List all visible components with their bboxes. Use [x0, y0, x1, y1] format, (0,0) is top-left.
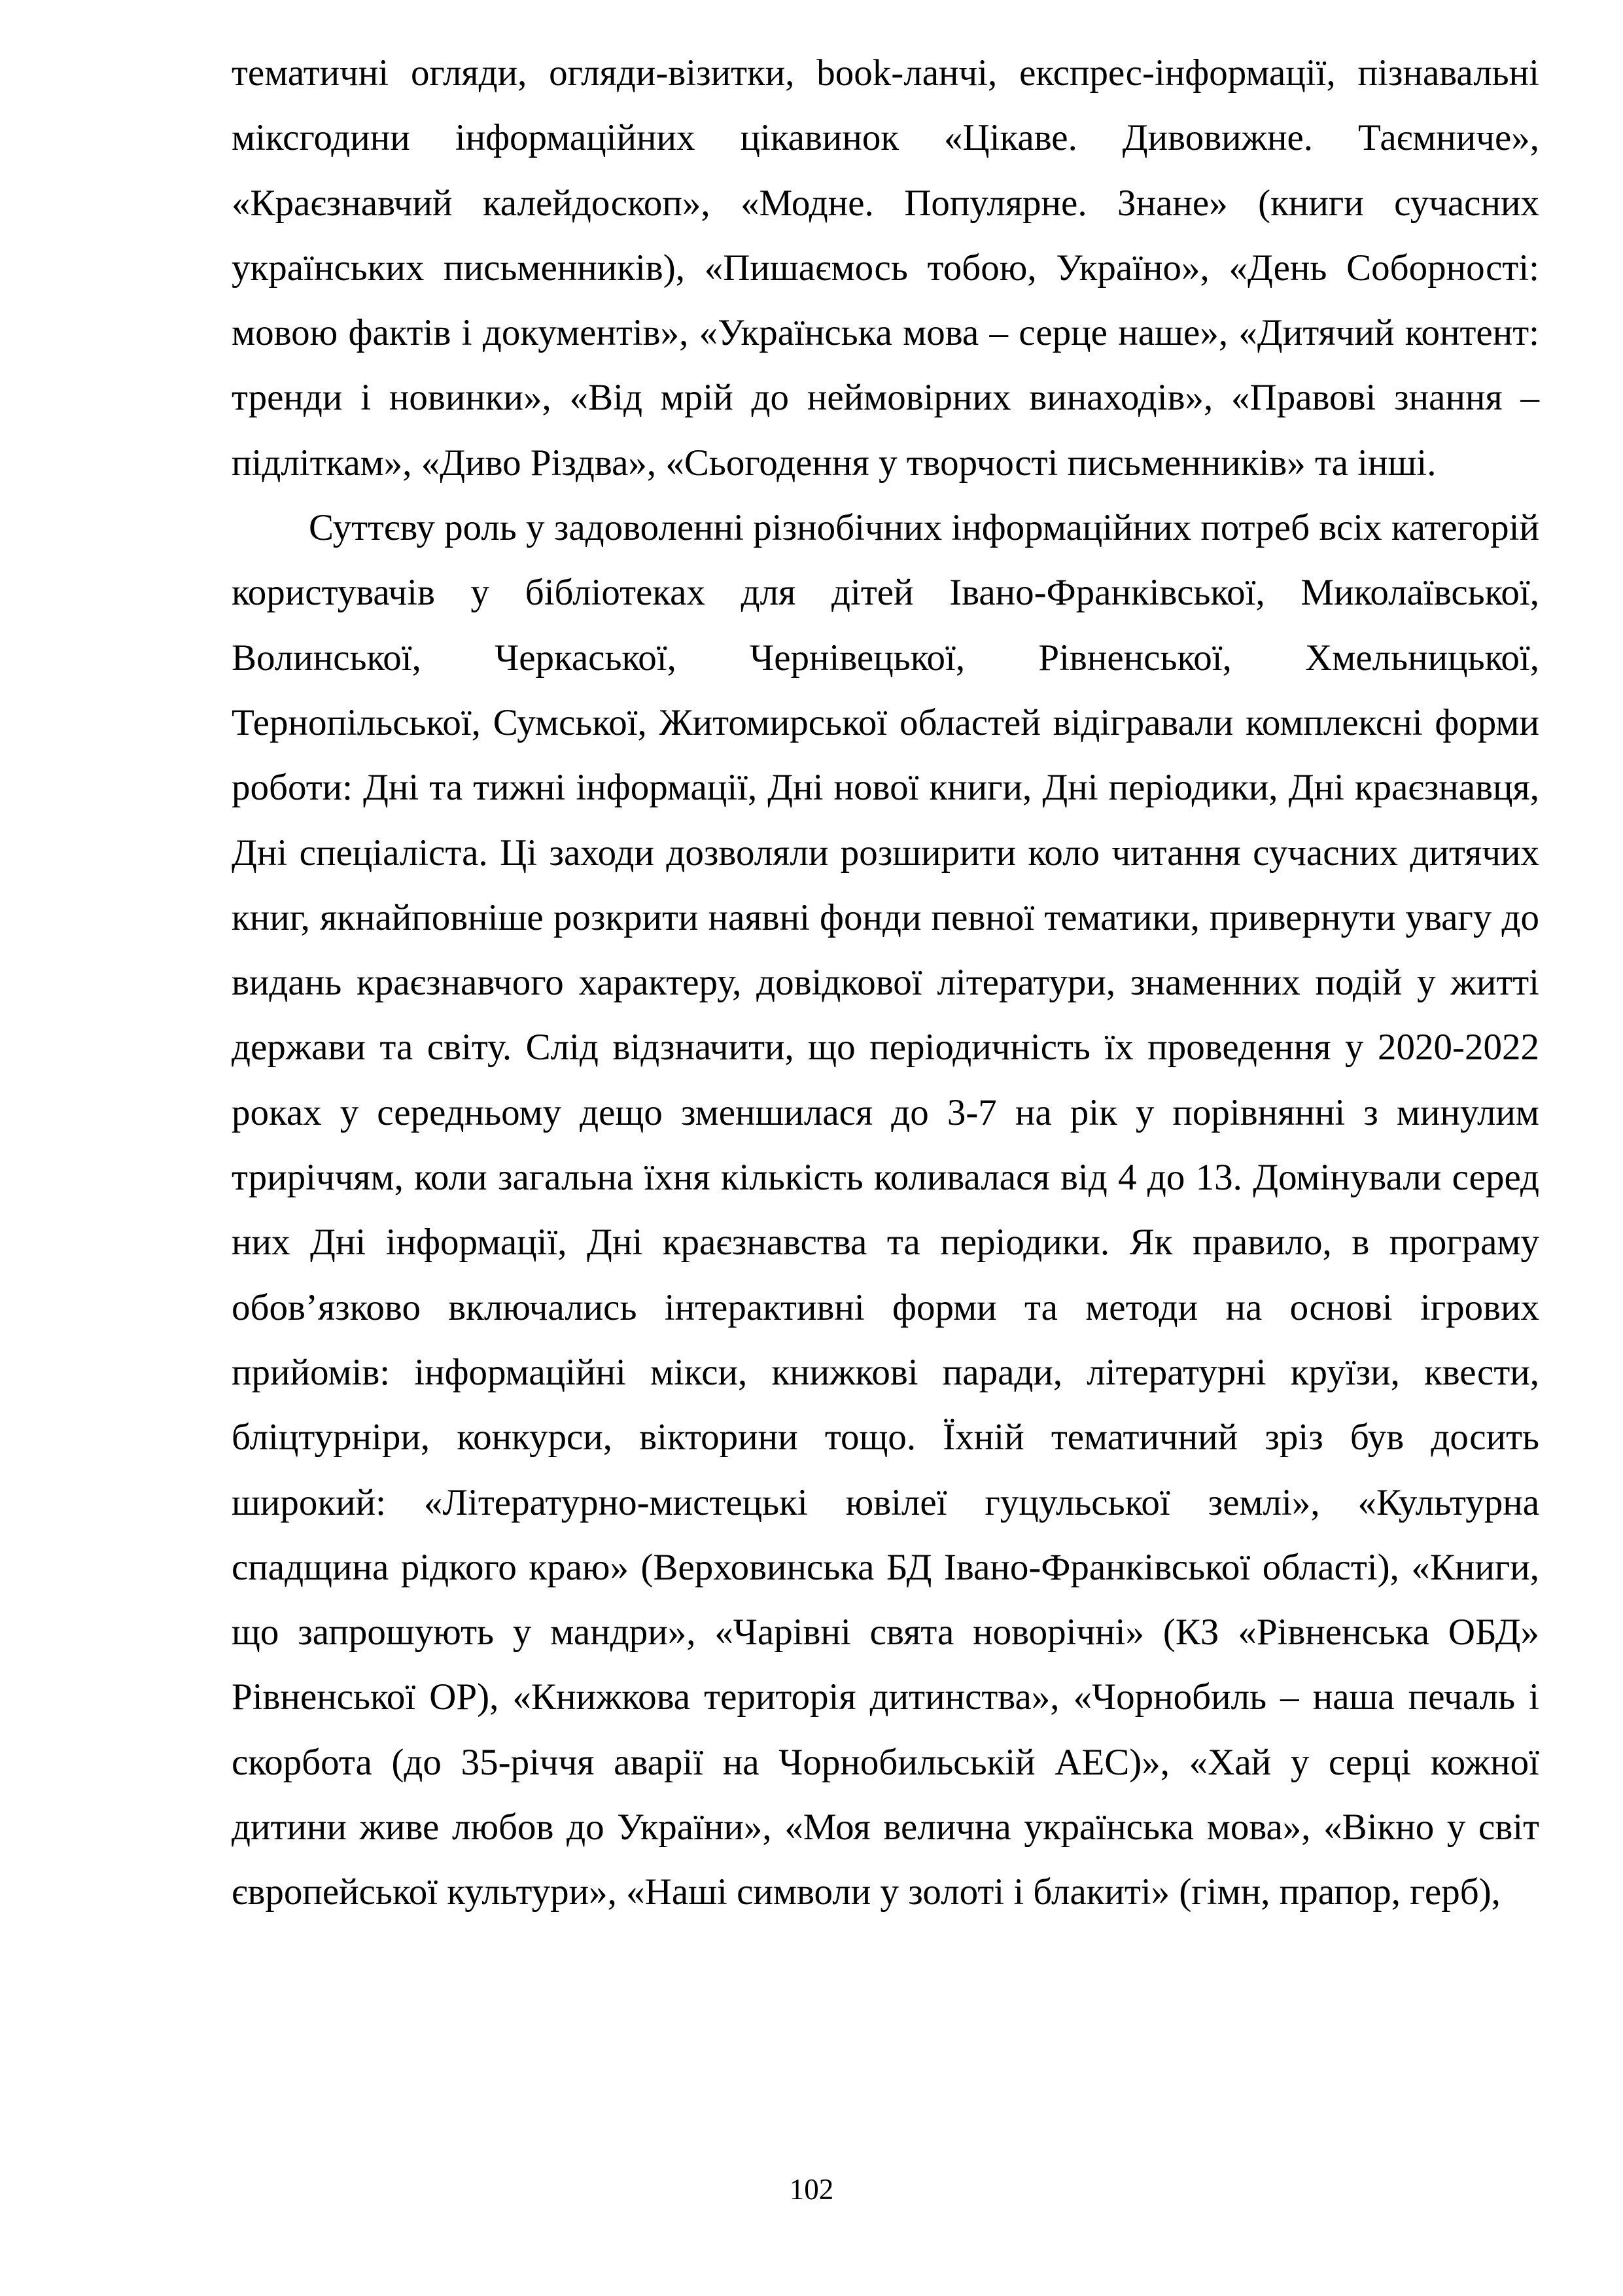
page-number: 102	[789, 2173, 834, 2206]
paragraph-complex-forms: Суттєву роль у задоволенні різнобічних інформаційних потреб всіх категорій користувачів у бібліотеках для дітей Івано-Франківської, Миколаївської, Волинської, Черкаської, Чернівецької, Рівненської, Хмельницької, Тернопільської, Сумської, Житомирської областей відігравали комплексні форми роботи: Дні та тижні інформації, Дні нової книги, Дні періодики, Дні краєзнавця, Дні спеціаліста. Ці заходи дозволяли розширити коло читання сучасних дитячих книг, якнайповніше розкрити наявні фонди певної тематики, привернути увагу до видань краєзнавчого характеру, довідкової літератури, знаменних подій у житті держави та світу. Слід відзначити, що періодичність їх проведення у 2020-2022 роках у середньому дещо зменшилася до 3-7 на рік у порівнянні з минулим триріччям, коли загальна їхня кількість коливалася від 4 до 13. Домінували серед них Дні інформації, Дні краєзнавства та періодики. Як правило, в програму обов’язково включались інтерактивні форми та методи на основі ігрових прийомів: інформаційні мікси, книжкові паради, літературні круїзи, квести, бліцтурніри, конкурси, вікторини тощо. Їхній тематичний зріз був досить широкий: «Літературно-мистецькі ювілеї гуцульської землі», «Культурна спадщина рідкого краю» (Верховинська БД Івано-Франківської області), «Книги, що запрошують у мандри», «Чарівні свята новорічні» (КЗ «Рівненська ОБД» Рівненської ОР), «Книжкова територія дитинства», «Чорнобиль – наша печаль і скорбота (до 35-річчя аварії на Чорнобильській АЕС)», «Хай у серці кожної дитини живе любов до України», «Моя велична українська мова», «Вікно у світ європейської культури», «Наші символи у золоті і блакиті» (гімн, прапор, герб),	[232, 507, 1539, 1913]
paragraph-continuation: тематичні огляди, огляди-візитки, book-ланчі, експрес-інформації, пізнавальні міксгодини інформаційних цікавинок «Цікаве. Дивовижне. Таємниче», «Краєзнавчий калейдоскоп», «Модне. Популярне. Знане» (книги сучасних українських письменників), «Пишаємось тобою, Україно», «День Соборності: мовою фактів і документів», «Українська мова – серце наше», «Дитячий контент: тренди і новинки», «Від мрій до неймовірних винаходів», «Правові знання – підліткам», «Диво Різдва», «Сьогодення у творчості письменників» та інші.	[232, 52, 1539, 484]
body-text	[232, 41, 1539, 1925]
